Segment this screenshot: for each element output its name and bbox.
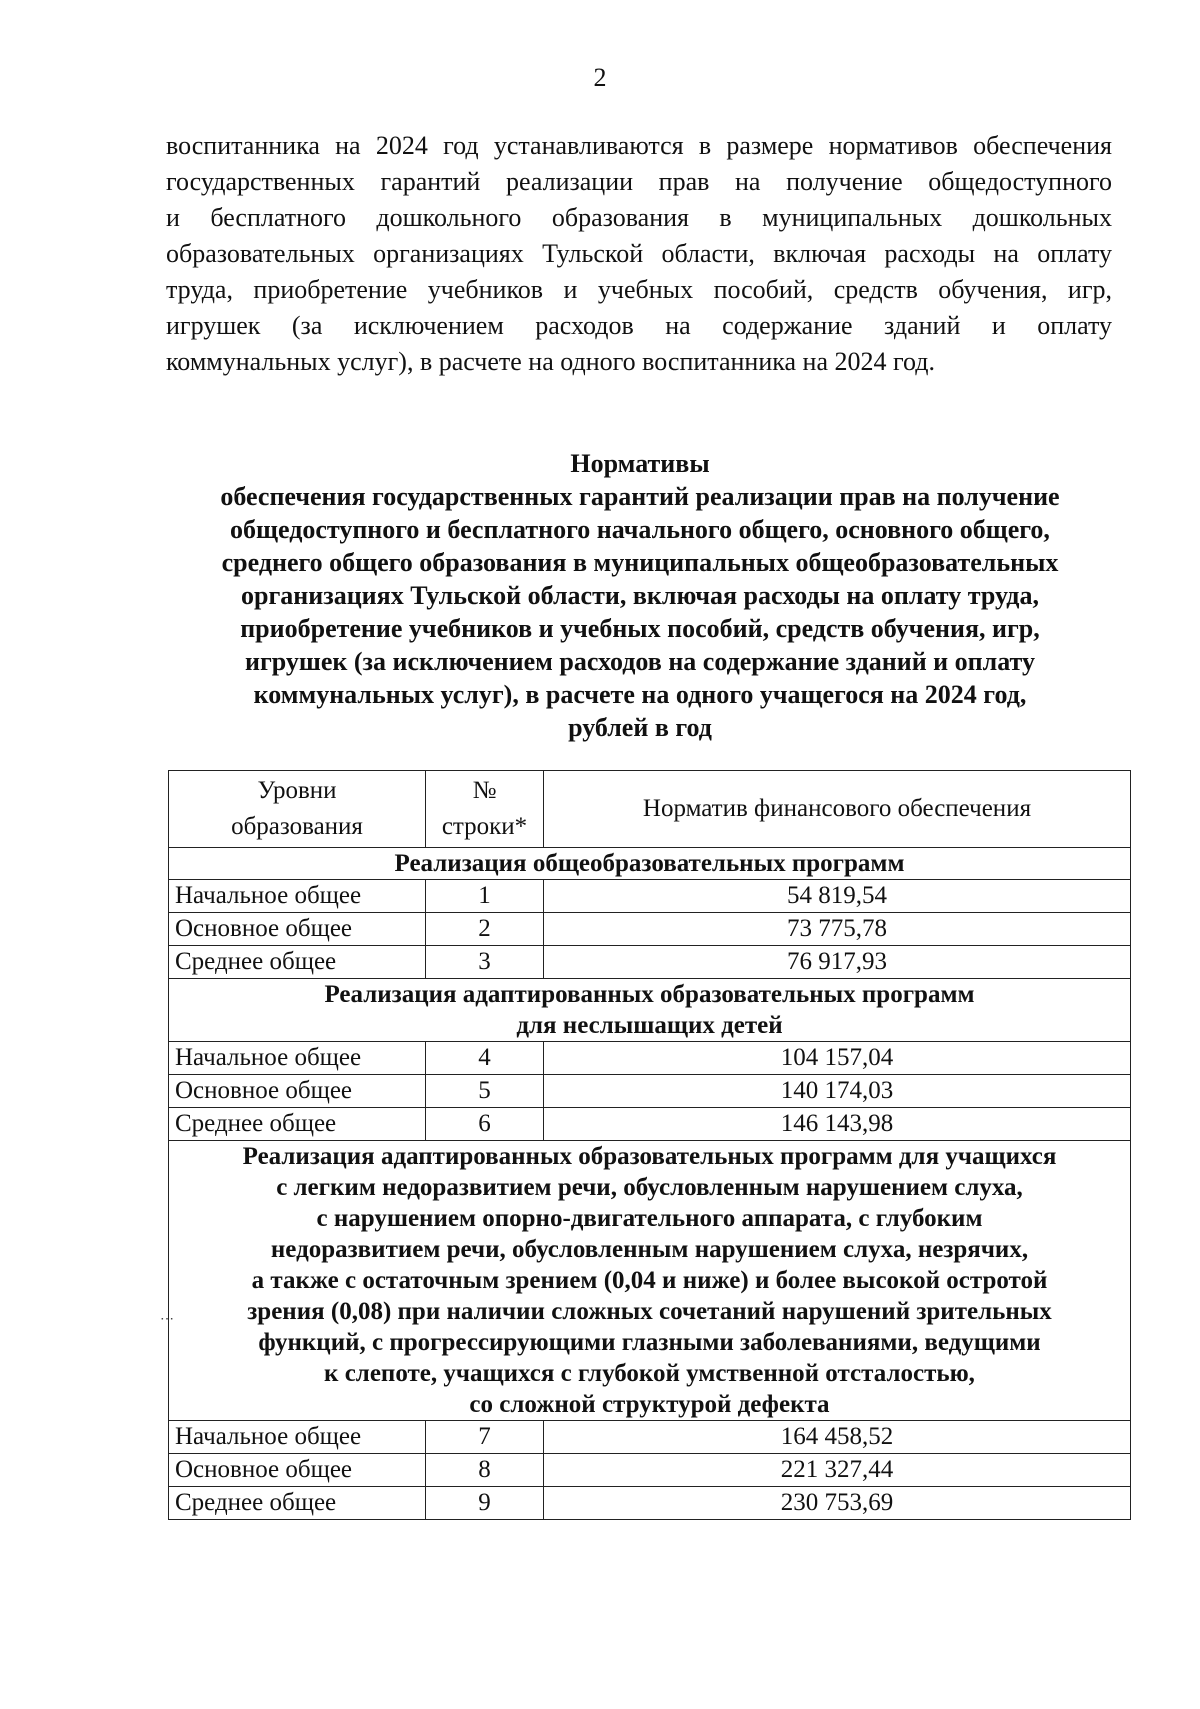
section-title-line: к слепоте, учащихся с глубокой умственной отсталостью, [324,1360,975,1387]
document-title [150,447,1130,744]
header-row-line1: № [472,777,497,804]
page-number: 2 [593,63,607,92]
row-number-cell: 1 [426,880,544,913]
section-title-line: для неслышащих детей [516,1012,783,1039]
row-number-cell: 3 [426,946,544,979]
header-row-number [426,771,544,848]
norm-value-cell: 164 458,52 [544,1421,1131,1454]
section-title-line: Реализация адаптированных образовательных программ для учащихся [242,1143,1057,1170]
level-cell: Среднее общее [169,946,426,979]
section-title-line: Реализация общеобразовательных программ [394,850,905,877]
table-row [169,1075,1131,1108]
level-cell: Начальное общее [169,880,426,913]
title-line: рублей в год [568,713,712,742]
row-number-cell: 9 [426,1487,544,1520]
header-level [169,771,426,848]
level-cell: Начальное общее [169,1421,426,1454]
section-title-line: с нарушением опорно-двигательного аппарата, с глубоким [316,1205,983,1232]
title-line: игрушек (за исключением расходов на содержание зданий и оплату [245,647,1035,676]
intro-line: государственных гарантий реализации прав на получение общедоступного [166,167,1112,196]
table-row [169,1487,1131,1520]
section-row [169,1141,1131,1421]
norm-value-cell: 76 917,93 [544,946,1131,979]
level-cell: Основное общее [169,1454,426,1487]
row-number-cell: 7 [426,1421,544,1454]
section-title-line: с легким недоразвитием речи, обусловленным нарушением слуха, [276,1174,1023,1201]
section-row [169,979,1131,1042]
intro-line: труда, приобретение учебников и учебных пособий, средств обучения, игр, [166,275,1112,304]
norm-value-cell: 140 174,03 [544,1075,1131,1108]
scan-mark: ⋯ [160,1312,174,1327]
table-row [169,1108,1131,1141]
section-title-line: недоразвитием речи, обусловленным нарушением слуха, незрячих, [270,1236,1029,1263]
section-title [169,1141,1131,1421]
row-number-cell: 6 [426,1108,544,1141]
title-line: коммунальных услуг), в расчете на одного учащегося на 2024 год, [253,680,1027,709]
row-number-cell: 2 [426,913,544,946]
norms-table [168,770,1131,1520]
norm-value-cell: 146 143,98 [544,1108,1131,1141]
header-level-line1: Уровни [257,777,337,804]
table-row [169,913,1131,946]
table-row [169,1454,1131,1487]
intro-line: и бесплатного дошкольного образования в муниципальных дошкольных [166,203,1112,232]
title-line: обеспечения государственных гарантий реализации прав на получение [220,482,1060,511]
title-line: общедоступного и бесплатного начального общего, основного общего, [230,515,1050,544]
norm-value-cell: 104 157,04 [544,1042,1131,1075]
norm-value-cell: 73 775,78 [544,913,1131,946]
title-line: приобретение учебников и учебных пособий, средств обучения, игр, [240,614,1040,643]
row-number-cell: 8 [426,1454,544,1487]
header-level-line2: образования [231,813,363,840]
table-header-row [169,771,1131,848]
section-title-line: зрения (0,08) при наличии сложных сочетаний нарушений зрительных [247,1298,1052,1325]
row-number-cell: 5 [426,1075,544,1108]
intro-line: игрушек (за исключением расходов на содержание зданий и оплату [166,311,1112,340]
table-row [169,1421,1131,1454]
header-row-line2: строки* [441,813,528,840]
level-cell: Основное общее [169,913,426,946]
table-row [169,946,1131,979]
section-title [169,848,1131,880]
section-title-line: Реализация адаптированных образовательных программ [324,981,975,1008]
header-norm: Норматив финансового обеспечения [544,771,1131,848]
section-row [169,848,1131,880]
section-title [169,979,1131,1042]
section-title-line: а также с остаточным зрением (0,04 и ниже) и более высокой остротой [251,1267,1048,1294]
norm-value-cell: 221 327,44 [544,1454,1131,1487]
level-cell: Среднее общее [169,1108,426,1141]
title-line: среднего общего образования в муниципальных общеобразовательных [221,548,1059,577]
intro-line: коммунальных услуг), в расчете на одного воспитанника на 2024 год. [166,347,935,376]
section-title-line: со сложной структурой дефекта [469,1391,830,1418]
section-title-line: функций, с прогрессирующими глазными заболеваниями, ведущими [258,1329,1041,1356]
level-cell: Начальное общее [169,1042,426,1075]
intro-line: образовательных организациях Тульской области, включая расходы на оплату [166,239,1112,268]
level-cell: Основное общее [169,1075,426,1108]
table-row [169,1042,1131,1075]
title-heading: Нормативы [570,449,710,478]
table-row [169,880,1131,913]
intro-paragraph [166,128,1112,380]
norm-value-cell: 230 753,69 [544,1487,1131,1520]
level-cell: Среднее общее [169,1487,426,1520]
title-line: организациях Тульской области, включая расходы на оплату труда, [241,581,1039,610]
row-number-cell: 4 [426,1042,544,1075]
intro-line: воспитанника на 2024 год устанавливаются в размере нормативов обеспечения [166,131,1112,160]
norm-value-cell: 54 819,54 [544,880,1131,913]
